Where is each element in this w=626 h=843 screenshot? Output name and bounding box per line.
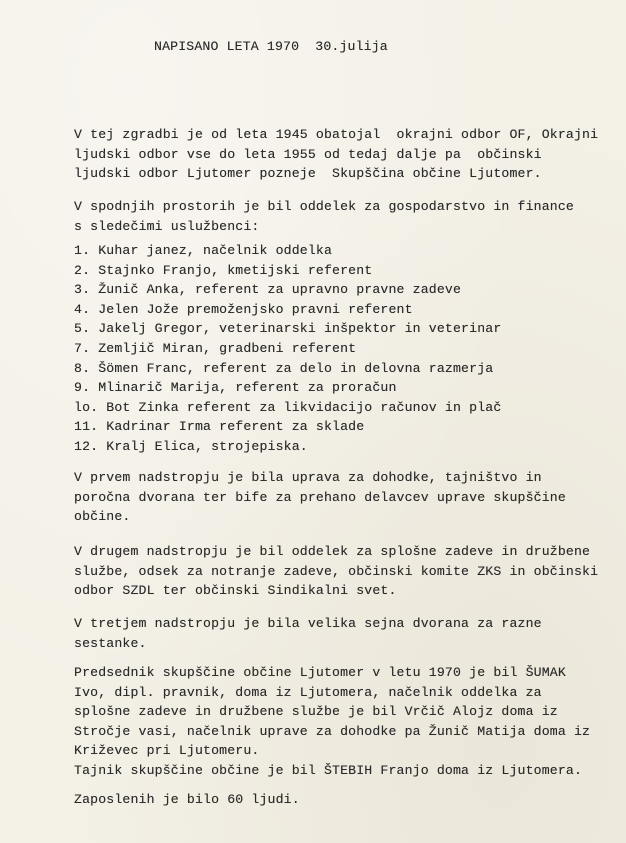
text-line: poročna dvorana ter bife za prehano delavcev uprave skupščine xyxy=(74,489,566,505)
text-line: Predsednik skupščine občine Ljutomer v letu 1970 je bil ŠUMAK xyxy=(74,665,566,680)
paragraph-second-floor xyxy=(74,542,599,601)
text-line: Ivo, dipl. pravnik, doma iz Ljutomera, načelnik oddelka za xyxy=(74,684,542,700)
list-item: 5. Jakelj Gregor, veterinarski inšpektor in veterinar xyxy=(74,321,502,337)
text-line: Zaposlenih je bilo 60 ljudi. xyxy=(74,792,300,807)
paragraph-closing xyxy=(74,790,594,810)
list-item: 11. Kadrinar Irma referent za sklade xyxy=(74,419,365,435)
list-item: lo. Bot Zinka referent za likvidacijo računov in plač xyxy=(74,399,502,415)
text-line: službe, odsek za notranje zadeve, občinski komite ZKS in občinski xyxy=(74,563,599,579)
text-line: V drugem nadstropju je bil oddelek za splošne zadeve in družbene xyxy=(74,544,591,559)
text-line: V tretjem nadstropju je bila velika sejna dvorana za razne xyxy=(74,616,542,631)
text-line: sestanke. xyxy=(74,635,147,651)
paragraph-ground-floor xyxy=(74,197,594,236)
list-item: 12. Kralj Elica, strojepiska. xyxy=(74,438,308,454)
list-item: 4. Jelen Jože premoženjsko pravni referent xyxy=(74,301,413,317)
text-line: Tajnik skupščine občine je bil ŠTEBIH Franjo doma iz Ljutomera. xyxy=(74,762,583,778)
staff-list xyxy=(74,241,594,457)
paragraph-history xyxy=(74,125,599,184)
document-header: NAPISANO LETA 1970 30.julija xyxy=(154,39,388,54)
paragraph-first-floor xyxy=(74,468,594,527)
list-item: 2. Stajnko Franjo, kmetijski referent xyxy=(74,262,373,278)
list-item: 9. Mlinarič Marija, referent za proračun xyxy=(74,380,397,396)
text-line: splošne zadeve in družbene službe je bil Vrčič Alojz doma iz xyxy=(74,704,558,720)
list-item: 8. Šömen Franc, referent za delo in delovna razmerja xyxy=(74,360,494,376)
text-line: odbor SZDL ter občinski Sindikalni svet. xyxy=(74,583,397,599)
paragraph-third-floor xyxy=(74,614,594,653)
text-line: Stročje vasi, načelnik uprave za dohodke pa Žunič Matija doma iz xyxy=(74,723,591,739)
text-line: ljudski odbor Ljutomer pozneje Skupščina občine Ljutomer. xyxy=(74,166,542,182)
paragraph-officials xyxy=(74,663,594,781)
list-item: 3. Žunič Anka, referent za upravno pravne zadeve xyxy=(74,282,462,298)
list-item: 1. Kuhar janez, načelnik oddelka xyxy=(74,243,333,258)
text-line: V spodnjih prostorih je bil oddelek za gospodarstvo in finance xyxy=(74,199,574,214)
text-line: s sledečimi uslužbenci: xyxy=(74,218,260,234)
text-line: Križevec pri Ljutomeru. xyxy=(74,743,260,759)
text-line: V tej zgradbi je od leta 1945 obatojal okrajni odbor OF, Okrajni xyxy=(74,127,599,142)
text-line: ljudski odbor vse do leta 1955 od tedaj dalje pa občinski xyxy=(74,146,542,162)
text-line: občine. xyxy=(74,509,131,525)
text-line: V prvem nadstropju je bila uprava za dohodke, tajništvo in xyxy=(74,470,542,485)
list-item: 7. Zemljič Miran, gradbeni referent xyxy=(74,340,357,356)
